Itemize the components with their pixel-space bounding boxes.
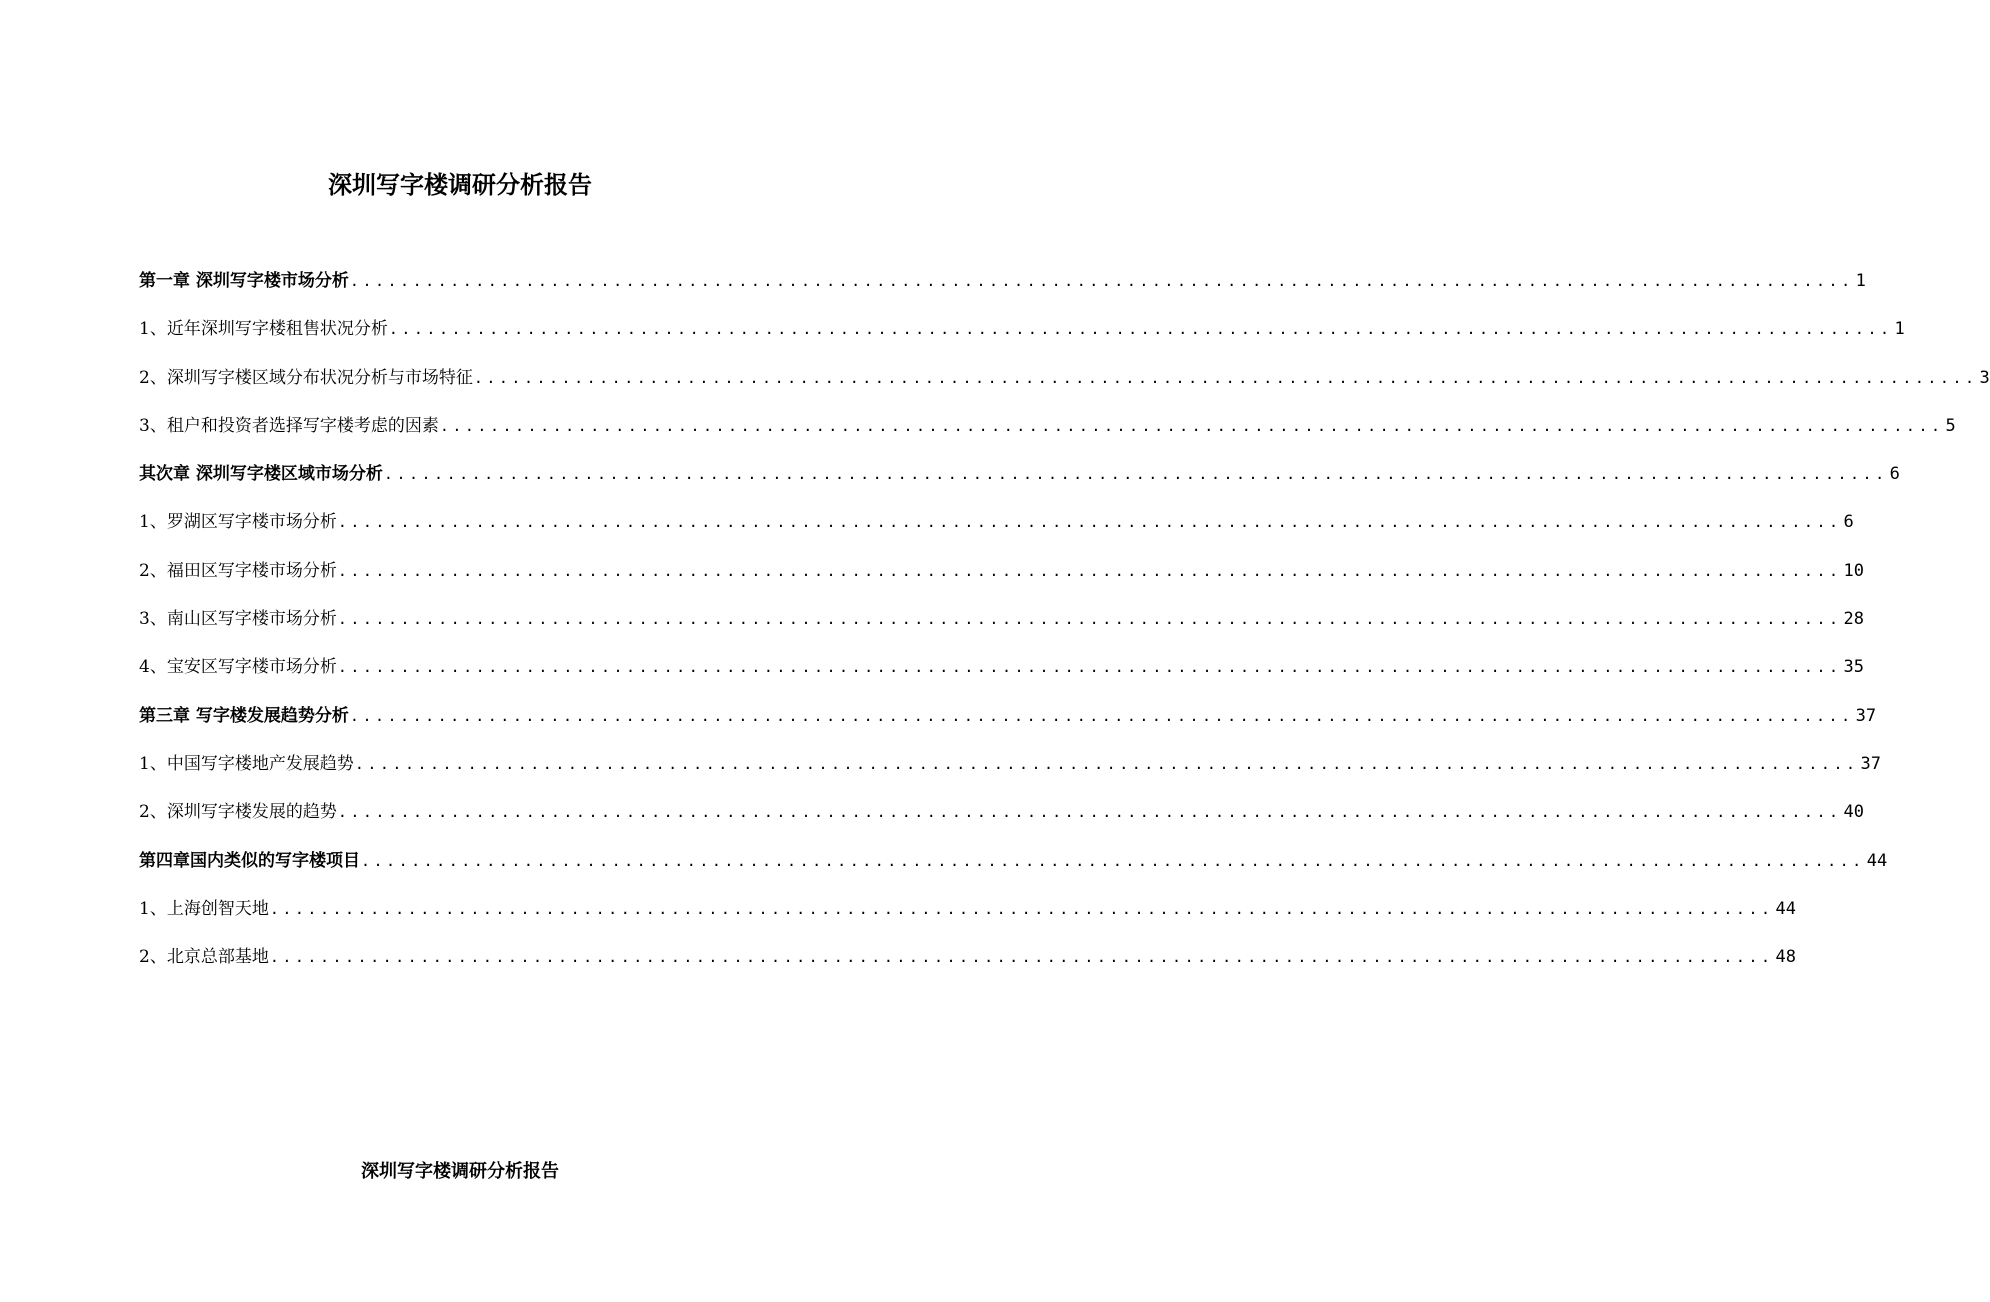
table-of-contents <box>139 264 1990 988</box>
toc-page-number: 5 <box>1945 415 1956 436</box>
dot-leader: ........................................................................................................................ <box>337 658 1842 677</box>
toc-entry-text: 其次章 深圳写字楼区域市场分析 <box>139 464 383 485</box>
toc-entry-text: 3、南山区写字楼市场分析 <box>139 609 337 630</box>
document-title: 深圳写字楼调研分析报告 <box>328 171 592 199</box>
toc-page-number: 40 <box>1843 802 1865 823</box>
dot-leader: ........................................................................................................................ <box>383 465 1888 484</box>
toc-page-number: 6 <box>1843 512 1854 533</box>
toc-entry[interactable] <box>139 361 1990 409</box>
toc-entry[interactable] <box>139 602 1865 650</box>
dot-leader: ........................................................................................................................ <box>439 416 1944 435</box>
toc-entry[interactable] <box>139 312 1905 360</box>
toc-page-number: 37 <box>1855 705 1877 726</box>
dot-leader: ........................................................................................................................ <box>269 948 1774 967</box>
dot-leader: ........................................................................................................................ <box>269 899 1774 918</box>
dot-leader: ........................................................................................................................ <box>349 272 1854 290</box>
toc-entry-text: 1、近年深圳写字楼租售状况分析 <box>139 319 388 340</box>
toc-page-number: 44 <box>1775 898 1797 919</box>
toc-entry-text: 2、北京总部基地 <box>139 947 269 968</box>
toc-entry-text: 1、上海创智天地 <box>139 898 269 919</box>
dot-leader: ........................................................................................................................ <box>337 561 1842 580</box>
dot-leader: ........................................................................................................................ <box>337 610 1842 629</box>
toc-entry-text: 第四章国内类似的写字楼项目 <box>139 850 360 871</box>
toc-entry-text: 2、福田区写字楼市场分析 <box>139 560 337 581</box>
toc-entry-text: 1、罗湖区写字楼市场分析 <box>139 512 337 533</box>
toc-entry[interactable] <box>139 844 1888 892</box>
toc-entry[interactable] <box>139 747 1882 795</box>
dot-leader: ........................................................................................................................ <box>473 368 1978 387</box>
toc-entry-text: 4、宝安区写字楼市场分析 <box>139 657 337 678</box>
toc-entry-text: 第三章 写字楼发展趋势分析 <box>139 705 349 726</box>
toc-entry[interactable] <box>139 892 1797 940</box>
toc-page-number: 1 <box>1855 271 1866 291</box>
toc-entry[interactable] <box>139 795 1865 843</box>
toc-page-number: 35 <box>1843 657 1865 678</box>
toc-page-number: 6 <box>1889 464 1900 485</box>
toc-page-number: 3 <box>1979 367 1990 388</box>
toc-page-number: 28 <box>1843 609 1865 630</box>
toc-entry-text: 第一章 深圳写字楼市场分析 <box>139 271 349 291</box>
toc-entry-text: 3、租户和投资者选择写字楼考虑的因素 <box>139 415 439 436</box>
dot-leader: ........................................................................................................................ <box>337 803 1842 822</box>
toc-entry[interactable] <box>139 940 1797 988</box>
toc-entry[interactable] <box>139 699 1877 747</box>
toc-entry[interactable] <box>139 457 1900 505</box>
dot-leader: ........................................................................................................................ <box>349 706 1854 725</box>
dot-leader: ........................................................................................................................ <box>354 754 1859 773</box>
toc-page-number: 10 <box>1843 560 1865 581</box>
toc-entry-text: 2、深圳写字楼发展的趋势 <box>139 802 337 823</box>
toc-entry[interactable] <box>139 264 1866 312</box>
toc-entry[interactable] <box>139 554 1865 602</box>
toc-page-number: 1 <box>1894 319 1905 340</box>
toc-entry[interactable] <box>139 650 1865 698</box>
toc-page-number: 37 <box>1860 753 1882 774</box>
toc-page-number: 48 <box>1775 947 1797 968</box>
toc-page-number: 44 <box>1866 850 1888 871</box>
dot-leader: ........................................................................................................................ <box>388 320 1893 339</box>
footer-title: 深圳写字楼调研分析报告 <box>361 1161 559 1182</box>
toc-entry[interactable] <box>139 409 1956 457</box>
toc-entry-text: 1、中国写字楼地产发展趋势 <box>139 753 354 774</box>
toc-entry-text: 2、深圳写字楼区域分布状况分析与市场特征 <box>139 367 473 388</box>
dot-leader: ........................................................................................................................ <box>361 851 1865 870</box>
toc-entry[interactable] <box>139 505 1854 553</box>
dot-leader: ........................................................................................................................ <box>337 513 1842 532</box>
